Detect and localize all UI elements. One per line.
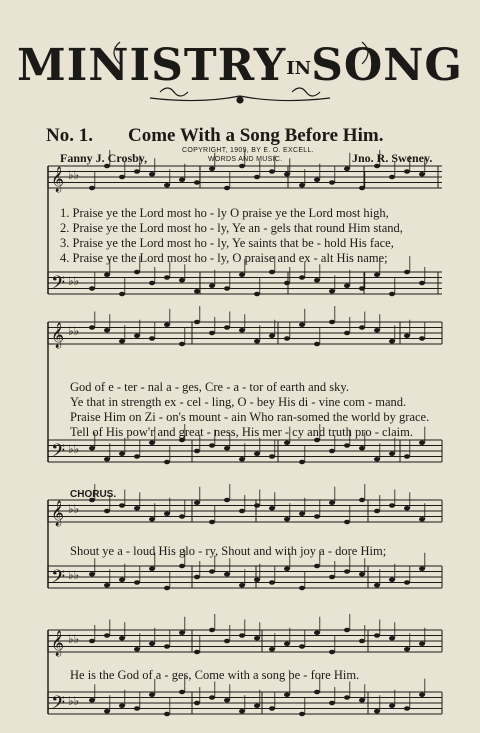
note-head <box>374 457 380 462</box>
note-head <box>299 712 305 717</box>
note-head <box>209 166 215 171</box>
copyright-notice: COPYRIGHT, 1909, BY E. O. EXCELL. <box>182 147 314 154</box>
note-head <box>119 451 125 456</box>
system-2-treble-staff-key-signature: ♭♭ <box>68 324 80 338</box>
note-head <box>179 177 185 182</box>
note-head <box>419 336 425 341</box>
verse-1-line-2: God of e - ter - nal a - ges, Cre - a - tor of earth and sky. <box>70 380 349 394</box>
note-head <box>389 703 395 708</box>
note-head <box>149 566 155 571</box>
note-head <box>329 500 335 505</box>
note-head <box>329 449 335 454</box>
note-head <box>89 446 95 451</box>
note-head <box>209 695 215 700</box>
note-head <box>119 339 125 344</box>
note-head <box>89 572 95 577</box>
note-head <box>404 647 410 652</box>
note-head <box>149 336 155 341</box>
note-head <box>209 283 215 288</box>
note-head <box>254 451 260 456</box>
note-head <box>389 636 395 641</box>
note-head <box>359 186 365 191</box>
note-head <box>164 275 170 280</box>
note-head <box>194 701 200 706</box>
note-head <box>389 175 395 180</box>
note-head <box>299 183 305 188</box>
note-head <box>104 457 110 462</box>
system-4-bass-staff-key-signature: ♭♭ <box>68 694 80 708</box>
system-4-treble-staff-key-signature: ♭♭ <box>68 632 80 646</box>
note-head <box>404 506 410 511</box>
note-head <box>344 628 350 633</box>
note-head <box>104 328 110 333</box>
note-head <box>269 333 275 338</box>
note-head <box>89 186 95 191</box>
note-head <box>164 644 170 649</box>
note-head <box>419 517 425 522</box>
note-head <box>344 331 350 336</box>
note-head <box>209 443 215 448</box>
note-head <box>344 443 350 448</box>
note-head <box>164 586 170 591</box>
verse-1-line-1: 1. Praise ye the Lord most ho - ly O praise ye the Lord most high, <box>60 206 389 220</box>
note-head <box>164 460 170 465</box>
note-head <box>374 509 380 514</box>
note-head <box>344 520 350 525</box>
system-4-treble-staff-clef: 𝄞 <box>51 631 65 656</box>
note-head <box>89 325 95 330</box>
note-head <box>104 583 110 588</box>
note-head <box>119 577 125 582</box>
note-head <box>224 698 230 703</box>
note-head <box>254 636 260 641</box>
note-head <box>239 272 245 277</box>
note-head <box>119 503 125 508</box>
note-head <box>419 172 425 177</box>
note-head <box>404 454 410 459</box>
note-head <box>149 641 155 646</box>
note-head <box>269 169 275 174</box>
note-head <box>224 325 230 330</box>
note-head <box>194 650 200 655</box>
note-head <box>404 169 410 174</box>
note-head <box>359 325 365 330</box>
note-head <box>299 586 305 591</box>
note-head <box>179 514 185 519</box>
note-head <box>269 706 275 711</box>
note-head <box>419 440 425 445</box>
book-title-part3: SONG <box>311 40 463 91</box>
system-2-bass-staff-key-signature: ♭♭ <box>68 442 80 456</box>
hymn-number: No. 1. <box>46 125 93 146</box>
note-head <box>359 286 365 291</box>
note-head <box>239 457 245 462</box>
note-head <box>314 514 320 519</box>
system-3-bass-staff-key-signature: ♭♭ <box>68 568 80 582</box>
note-head <box>164 712 170 717</box>
verse-3-line-1: 3. Praise ye the Lord most ho - ly, Ye saints that be - hold His face, <box>60 236 394 250</box>
note-head <box>284 172 290 177</box>
note-head <box>329 701 335 706</box>
note-head <box>179 342 185 347</box>
note-head <box>284 566 290 571</box>
title-ornament <box>114 42 368 103</box>
note-head <box>344 283 350 288</box>
note-head <box>329 320 335 325</box>
note-head <box>389 339 395 344</box>
note-head <box>284 641 290 646</box>
note-head <box>134 270 140 275</box>
note-head <box>329 650 335 655</box>
note-head <box>239 164 245 169</box>
note-head <box>104 709 110 714</box>
composer: Jno. R. Sweney. <box>352 151 433 165</box>
note-head <box>224 446 230 451</box>
note-head <box>284 440 290 445</box>
note-head <box>404 270 410 275</box>
note-head <box>119 636 125 641</box>
note-head <box>254 503 260 508</box>
note-head <box>329 180 335 185</box>
note-head <box>359 639 365 644</box>
verse-3-line-2: Praise Him on Zi - on's mount - ain Who ran-somed the world by grace. <box>70 410 430 424</box>
note-head <box>149 517 155 522</box>
note-head <box>209 331 215 336</box>
note-head <box>104 272 110 277</box>
note-head <box>224 186 230 191</box>
system-2-treble-staff-clef: 𝄞 <box>51 323 65 348</box>
system-1-bass-staff-clef: 𝄢 <box>51 273 66 298</box>
note-head <box>314 630 320 635</box>
note-head <box>269 454 275 459</box>
system-1-treble-staff-clef: 𝄞 <box>51 167 65 192</box>
note-head <box>224 639 230 644</box>
note-head <box>314 564 320 569</box>
note-head <box>314 177 320 182</box>
note-head <box>89 286 95 291</box>
note-head <box>344 695 350 700</box>
note-head <box>254 703 260 708</box>
note-head <box>359 446 365 451</box>
note-head <box>209 628 215 633</box>
note-head <box>179 564 185 569</box>
note-head <box>254 175 260 180</box>
note-head <box>119 703 125 708</box>
note-head <box>134 333 140 338</box>
note-head <box>164 511 170 516</box>
note-head <box>299 460 305 465</box>
note-head <box>314 342 320 347</box>
note-head <box>269 506 275 511</box>
system-3-bass-staff-clef: 𝄢 <box>51 567 66 592</box>
note-head <box>359 498 365 503</box>
note-head <box>284 336 290 341</box>
note-head <box>239 633 245 638</box>
note-head <box>119 292 125 297</box>
lyricist: Fanny J. Crosby, <box>60 151 148 165</box>
note-head <box>224 286 230 291</box>
note-head <box>164 183 170 188</box>
note-head <box>389 503 395 508</box>
note-head <box>179 630 185 635</box>
note-head <box>239 709 245 714</box>
note-head <box>314 278 320 283</box>
book-title-part1: MINISTRY <box>16 40 287 91</box>
note-head <box>299 275 305 280</box>
note-head <box>419 692 425 697</box>
note-head <box>389 292 395 297</box>
note-head <box>209 569 215 574</box>
note-head <box>404 333 410 338</box>
note-head <box>284 281 290 286</box>
chorus-line-1: Shout ye a - loud His glo - ry, Shout and with joy a - dore Him; <box>70 544 387 558</box>
note-head <box>134 580 140 585</box>
note-head <box>299 511 305 516</box>
note-head <box>239 509 245 514</box>
note-head <box>314 690 320 695</box>
system-2-bass-staff-clef: 𝄢 <box>51 441 66 466</box>
verse-4-line-2: Tell of His pow'r and great - ness, His mer - cy and truth pro - claim. <box>70 425 413 439</box>
note-head <box>134 169 140 174</box>
system-3-treble-staff-key-signature: ♭♭ <box>68 502 80 516</box>
note-head <box>329 289 335 294</box>
note-head <box>239 583 245 588</box>
note-head <box>344 166 350 171</box>
note-head <box>134 506 140 511</box>
note-head <box>134 454 140 459</box>
note-head <box>254 577 260 582</box>
note-head <box>134 647 140 652</box>
system-3-treble-staff-clef: 𝄞 <box>51 501 65 526</box>
note-head <box>149 692 155 697</box>
note-head <box>419 641 425 646</box>
note-head <box>269 647 275 652</box>
note-head <box>374 633 380 638</box>
note-head <box>269 580 275 585</box>
note-head <box>194 289 200 294</box>
note-head <box>209 520 215 525</box>
note-head <box>284 692 290 697</box>
system-1-bass-staff-key-signature: ♭♭ <box>68 274 80 288</box>
note-head <box>134 706 140 711</box>
note-head <box>89 698 95 703</box>
note-head <box>299 644 305 649</box>
verse-2-line-1: 2. Praise ye the Lord most ho - ly, Ye an - gels that round Him stand, <box>60 221 403 235</box>
book-title-part2: IN <box>286 58 312 79</box>
note-head <box>374 709 380 714</box>
note-head <box>149 440 155 445</box>
verse-2-line-2: Ye that in strength ex - cel - ling, O - bey His di - vine com - mand. <box>70 395 407 409</box>
note-head <box>404 580 410 585</box>
note-head <box>149 281 155 286</box>
note-head <box>239 328 245 333</box>
note-head <box>254 292 260 297</box>
note-head <box>119 175 125 180</box>
note-head <box>194 575 200 580</box>
note-head <box>404 706 410 711</box>
note-head <box>359 698 365 703</box>
note-head <box>374 272 380 277</box>
note-head <box>179 690 185 695</box>
note-head <box>359 572 365 577</box>
note-head <box>149 172 155 177</box>
note-head <box>194 320 200 325</box>
chorus-line-2: He is the God of a - ges, Come with a song be - fore Him. <box>70 668 360 682</box>
note-head <box>179 278 185 283</box>
note-head <box>89 639 95 644</box>
note-head <box>269 270 275 275</box>
note-head <box>104 633 110 638</box>
system-4-bass-staff-clef: 𝄢 <box>51 693 66 718</box>
note-head <box>194 449 200 454</box>
note-head <box>374 583 380 588</box>
note-head <box>389 451 395 456</box>
note-head <box>329 575 335 580</box>
note-head <box>194 500 200 505</box>
note-head <box>164 322 170 327</box>
note-head <box>224 572 230 577</box>
note-head <box>344 569 350 574</box>
system-1-treble-staff-key-signature: ♭♭ <box>68 168 80 182</box>
words-music-note: WORDS AND MUSIC. <box>208 156 283 163</box>
note-head <box>389 577 395 582</box>
note-head <box>419 281 425 286</box>
verse-4-line-1: 4. Praise ye the Lord most ho - ly, O praise and ex - alt His name; <box>60 251 388 265</box>
note-head <box>419 566 425 571</box>
note-head <box>299 322 305 327</box>
note-head <box>254 339 260 344</box>
note-head <box>374 328 380 333</box>
note-head <box>104 509 110 514</box>
note-head <box>194 180 200 185</box>
note-head <box>224 498 230 503</box>
note-head <box>284 517 290 522</box>
hymn-title: Come With a Song Before Him. <box>128 125 384 146</box>
chorus-label: CHORUS. <box>70 489 117 500</box>
